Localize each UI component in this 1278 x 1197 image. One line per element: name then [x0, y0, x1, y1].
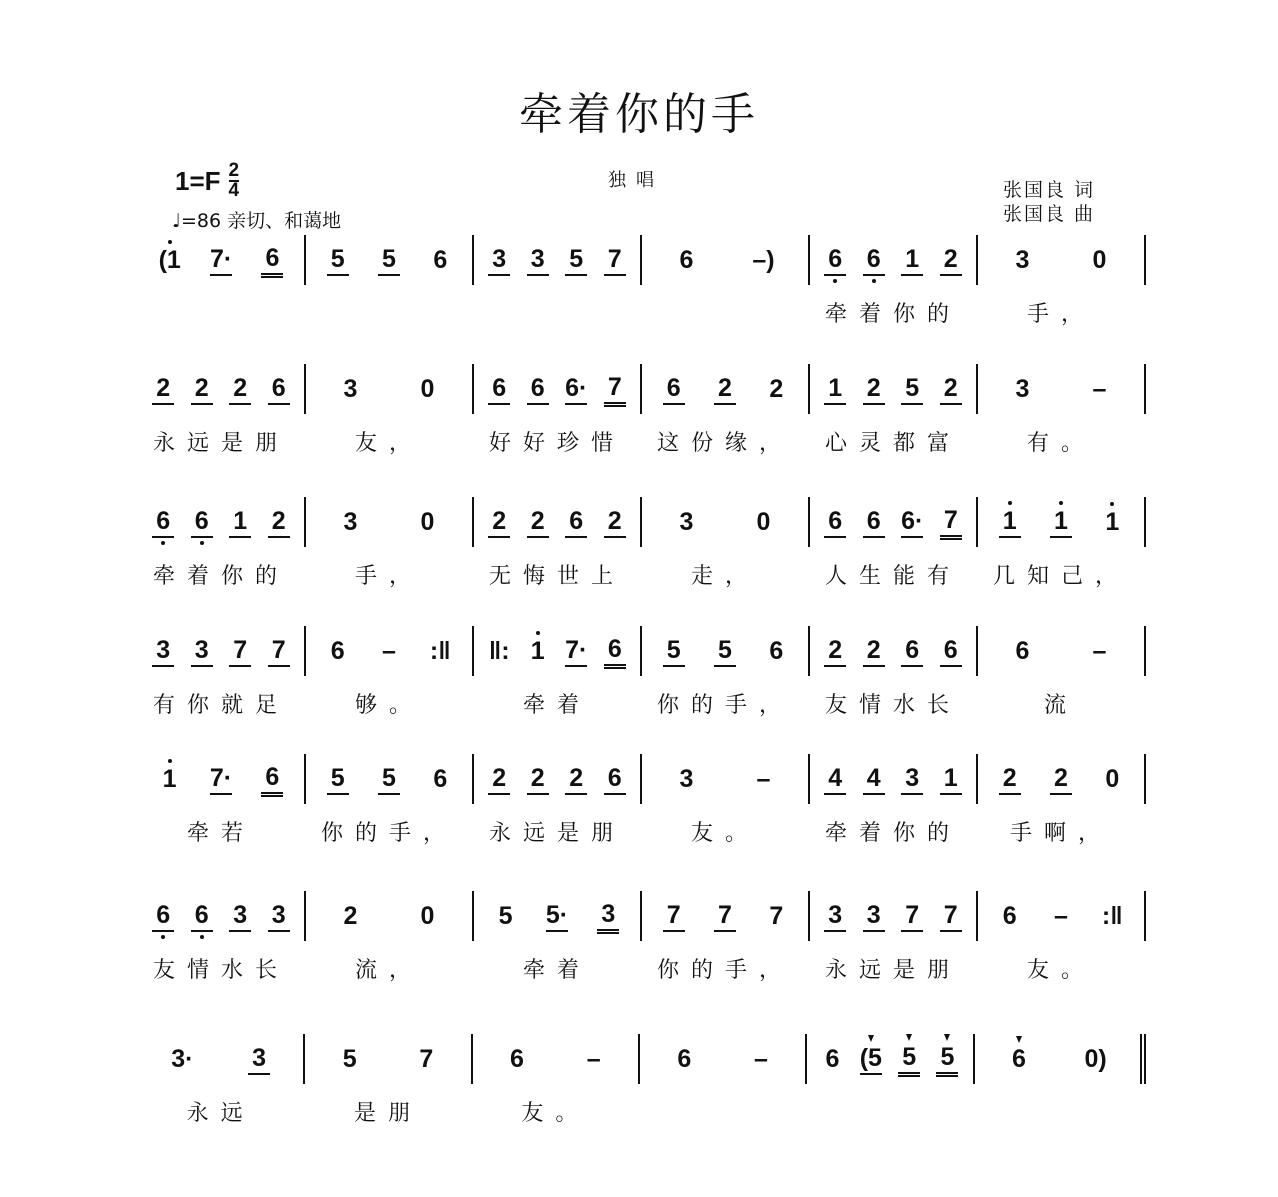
note: – [382, 637, 396, 665]
note: 3 [863, 900, 885, 932]
lyrics: 好好珍惜 [488, 431, 625, 456]
note: 6 [268, 373, 290, 405]
measure [473, 1034, 640, 1126]
measure [306, 497, 474, 589]
note: 6· [565, 373, 587, 405]
notes [474, 754, 640, 804]
note: 2 [191, 373, 213, 405]
note: 3 [527, 244, 549, 276]
note: 3 [1015, 246, 1030, 274]
lyrics: 够。 [354, 693, 423, 718]
note: 3 [901, 763, 923, 795]
note: 3 [343, 375, 358, 403]
note: 2 [604, 506, 626, 538]
measure [138, 626, 306, 718]
note: 3 [679, 765, 694, 793]
note: 7 [940, 900, 962, 932]
note: – [754, 1045, 768, 1073]
note: 5 [327, 763, 349, 795]
notes [978, 235, 1144, 285]
measure [306, 235, 474, 285]
measure [474, 891, 642, 983]
note: 6 [679, 246, 694, 274]
note: 6· [901, 506, 923, 538]
note: 2 [824, 635, 846, 667]
note: 7 [268, 635, 290, 667]
notes [807, 1034, 972, 1084]
lyrics: 友。 [521, 1101, 590, 1126]
note: 6 [191, 506, 213, 538]
lyrics: 永远是朋 [152, 431, 289, 456]
note: 6 [1008, 1044, 1030, 1074]
lyrics: 友。 [690, 821, 759, 846]
notes [978, 364, 1144, 414]
note: 0 [1092, 246, 1107, 274]
measure [810, 891, 978, 983]
note: 0 [756, 508, 771, 536]
notes [810, 497, 976, 547]
note: 6 [604, 634, 626, 669]
measure [640, 1034, 807, 1084]
note: 2 [229, 373, 251, 405]
key: 1=F [175, 165, 221, 196]
staff-row [138, 1034, 1146, 1126]
notes [138, 1034, 303, 1084]
note: 0 [420, 508, 435, 536]
note: 6 [510, 1045, 524, 1073]
notes [138, 364, 304, 414]
measure [810, 235, 978, 327]
measure [306, 891, 474, 983]
lyrics: 牵着你的 [824, 821, 961, 846]
lyrics: 牵若 [186, 821, 255, 846]
lyrics: 心灵都富 [824, 431, 961, 456]
lyrics: 友。 [1026, 958, 1095, 983]
time-top: 2 [228, 160, 240, 181]
note: 5 [714, 635, 736, 667]
note: 5 [565, 244, 587, 276]
staff-row [138, 364, 1146, 456]
staff-row [138, 626, 1146, 718]
note: 3 [597, 899, 619, 934]
note: 6 [863, 244, 885, 276]
note: 5 [342, 1045, 357, 1073]
note: 3 [488, 244, 510, 276]
note: 6 [191, 900, 213, 932]
note: (1 [158, 246, 181, 274]
notes [138, 235, 304, 285]
note: 3 [824, 900, 846, 932]
measure [306, 754, 474, 846]
notes [975, 1034, 1140, 1084]
lyrics: 有你就足 [152, 693, 289, 718]
lyrics: 你的手， [656, 958, 793, 983]
note: 6 [565, 506, 587, 538]
note: 5· [546, 900, 568, 932]
lyrics: 人生能有 [824, 564, 961, 589]
note: 1 [1050, 506, 1072, 538]
measure [978, 364, 1146, 456]
note: 6 [940, 635, 962, 667]
note: – [586, 1045, 601, 1073]
note: 0 [420, 902, 435, 930]
note: 2 [488, 506, 510, 538]
measure [642, 497, 810, 589]
notes [306, 626, 472, 676]
staff-row [138, 235, 1146, 327]
note: 1 [527, 636, 549, 666]
lyrics: 无悔世上 [488, 564, 625, 589]
note: 3 [229, 900, 251, 932]
measure [642, 891, 810, 983]
lyrics: 是朋 [353, 1101, 422, 1126]
lyrics: 你的手， [656, 693, 793, 718]
note: – [1092, 375, 1107, 403]
measure [978, 235, 1146, 327]
note: 5 [901, 373, 923, 405]
note: 0 [1105, 765, 1120, 793]
measure [138, 891, 306, 983]
notes [473, 1034, 638, 1084]
song-title: 牵着你的手 [519, 89, 759, 140]
lyrics: 几知己， [992, 564, 1129, 589]
measure [642, 626, 810, 718]
notes [978, 497, 1144, 547]
lyrics: 这份缘， [656, 431, 793, 456]
measure [138, 1034, 305, 1126]
note: 1 [1101, 507, 1123, 537]
note: 5 [378, 763, 400, 795]
notes [306, 364, 472, 414]
measure [642, 235, 810, 285]
notes [474, 235, 640, 285]
lyrics: 友， [354, 431, 423, 456]
measure [474, 235, 642, 285]
lyrics: 流， [354, 958, 423, 983]
note: 3 [152, 635, 174, 667]
measure [474, 364, 642, 456]
note: 7 [229, 635, 251, 667]
performance-type: 独唱 [608, 170, 664, 191]
note: 7 [901, 900, 923, 932]
note: –) [752, 246, 775, 274]
composer: 张国良 曲 [1003, 203, 1096, 225]
notes [810, 754, 976, 804]
note: 0) [1084, 1045, 1107, 1073]
lyrics: 你的手， [320, 821, 457, 846]
note: 7· [210, 763, 232, 795]
measure [642, 754, 810, 846]
lyrics: 走， [690, 564, 759, 589]
measure [978, 626, 1146, 718]
note: 7 [940, 505, 962, 540]
note: 6 [663, 373, 685, 405]
notes [474, 364, 640, 414]
lyrics: 永远是朋 [488, 821, 625, 846]
note: 6 [769, 637, 784, 665]
note: 5 [936, 1042, 958, 1077]
lyrics: 有。 [1026, 431, 1095, 456]
notes [474, 626, 640, 676]
notes [642, 235, 808, 285]
note: 3 [248, 1043, 270, 1075]
notes [810, 626, 976, 676]
notes [138, 626, 304, 676]
note: 3· [171, 1045, 194, 1073]
notes [640, 1034, 805, 1084]
lyrics: 永远是朋 [824, 958, 961, 983]
note: 5 [498, 902, 513, 930]
note: 6 [433, 765, 448, 793]
notes [642, 891, 808, 941]
note: 7 [604, 244, 626, 276]
note: – [756, 765, 771, 793]
lyrics: 手， [354, 564, 423, 589]
note: 6 [1015, 637, 1030, 665]
note: 6 [330, 637, 345, 665]
note: 2 [488, 763, 510, 795]
note: 2 [999, 763, 1021, 795]
notes [306, 754, 472, 804]
lyricist: 张国良 词 [1003, 179, 1096, 201]
note: 5 [327, 244, 349, 276]
measure [138, 754, 306, 846]
measure [138, 497, 306, 589]
notes [642, 626, 808, 676]
lyrics: 牵着你的 [152, 564, 289, 589]
note: 7 [419, 1045, 434, 1073]
notes [138, 754, 304, 804]
note: 1 [229, 506, 251, 538]
note: 3 [679, 508, 694, 536]
note: 3 [1015, 375, 1030, 403]
notes [978, 626, 1144, 676]
lyrics: 牵着你的 [824, 302, 961, 327]
note: 5 [378, 244, 400, 276]
note: 1 [901, 244, 923, 276]
note: 6 [152, 900, 174, 932]
notes [305, 1034, 470, 1084]
note: 4 [863, 763, 885, 795]
notes [978, 754, 1144, 804]
note: 6 [261, 243, 283, 278]
note: 6 [824, 506, 846, 538]
note: 2 [940, 244, 962, 276]
note: – [1054, 902, 1068, 930]
note: 6 [488, 373, 510, 405]
note: :‖ [429, 637, 451, 665]
measure [138, 364, 306, 456]
note: 2 [152, 373, 174, 405]
note: 2 [268, 506, 290, 538]
note: 7 [714, 900, 736, 932]
notes [642, 754, 808, 804]
staff-row [138, 754, 1146, 846]
time-signature [229, 162, 240, 200]
note: 2 [343, 902, 358, 930]
staff-row [138, 497, 1146, 589]
notes [978, 891, 1144, 941]
note: 2 [863, 373, 885, 405]
note: 7 [604, 372, 626, 407]
measure [306, 364, 474, 456]
note: 2 [527, 763, 549, 795]
lyrics: 手， [1026, 302, 1095, 327]
note: 1 [824, 373, 846, 405]
measure [810, 754, 978, 846]
lyrics: 友情水长 [824, 693, 961, 718]
time-bottom: 4 [228, 180, 240, 201]
measure [138, 235, 306, 285]
note: 0 [420, 375, 435, 403]
note: 7 [663, 900, 685, 932]
note: 2 [769, 375, 784, 403]
measure [306, 626, 474, 718]
notes [138, 497, 304, 547]
note: (5 [860, 1043, 882, 1075]
note: 1 [999, 506, 1021, 538]
lyrics: 牵着 [522, 958, 591, 983]
notes [138, 891, 304, 941]
measure [474, 754, 642, 846]
measure [474, 497, 642, 589]
note: 5 [663, 635, 685, 667]
note: 3 [343, 508, 358, 536]
measure [474, 626, 642, 718]
lyrics: 友情水长 [152, 958, 289, 983]
note: 6 [261, 762, 283, 797]
note: 5 [898, 1042, 920, 1077]
lyrics: 永远 [186, 1101, 255, 1126]
note: 6 [824, 244, 846, 276]
note: 3 [268, 900, 290, 932]
notes [306, 891, 472, 941]
credits [1003, 178, 1095, 226]
note: 2 [1050, 763, 1072, 795]
note: 1 [940, 763, 962, 795]
note: – [1092, 637, 1107, 665]
notes [474, 497, 640, 547]
note: 1 [159, 764, 181, 794]
measure [810, 626, 978, 718]
note: 6 [677, 1045, 692, 1073]
note: 7· [210, 244, 232, 276]
note: :‖ [1101, 902, 1123, 930]
notes [810, 235, 976, 285]
notes [474, 891, 640, 941]
note: 7 [769, 902, 784, 930]
tempo-marking: ♩=86 亲切、和蔼地 [172, 210, 342, 232]
note: 6 [527, 373, 549, 405]
notes [306, 235, 472, 285]
lyrics: 流 [1043, 693, 1078, 718]
note: ‖: [488, 637, 510, 665]
notes [810, 364, 976, 414]
note: 2 [940, 373, 962, 405]
note: 3 [191, 635, 213, 667]
notes [810, 891, 976, 941]
measure [978, 891, 1146, 983]
notes [306, 497, 472, 547]
staff-row [138, 891, 1146, 983]
notes [642, 497, 808, 547]
measure [642, 364, 810, 456]
measure [978, 754, 1146, 846]
note: 6 [152, 506, 174, 538]
lyrics: 牵着 [522, 693, 591, 718]
measure [975, 1034, 1146, 1084]
lyrics: 手啊， [1009, 821, 1112, 846]
note: 6 [825, 1045, 840, 1073]
note: 6 [863, 506, 885, 538]
note: 2 [863, 635, 885, 667]
note: 2 [565, 763, 587, 795]
measure [810, 497, 978, 589]
note: 4 [824, 763, 846, 795]
note: 2 [714, 373, 736, 405]
note: 6 [604, 763, 626, 795]
measure [978, 497, 1146, 589]
measure [807, 1034, 974, 1084]
notes [642, 364, 808, 414]
note: 6 [1002, 902, 1017, 930]
note: 2 [527, 506, 549, 538]
measure [305, 1034, 472, 1126]
note: 7· [565, 635, 587, 667]
key-signature [175, 162, 239, 200]
note: 6 [901, 635, 923, 667]
measure [810, 364, 978, 456]
note: 6 [433, 246, 448, 274]
